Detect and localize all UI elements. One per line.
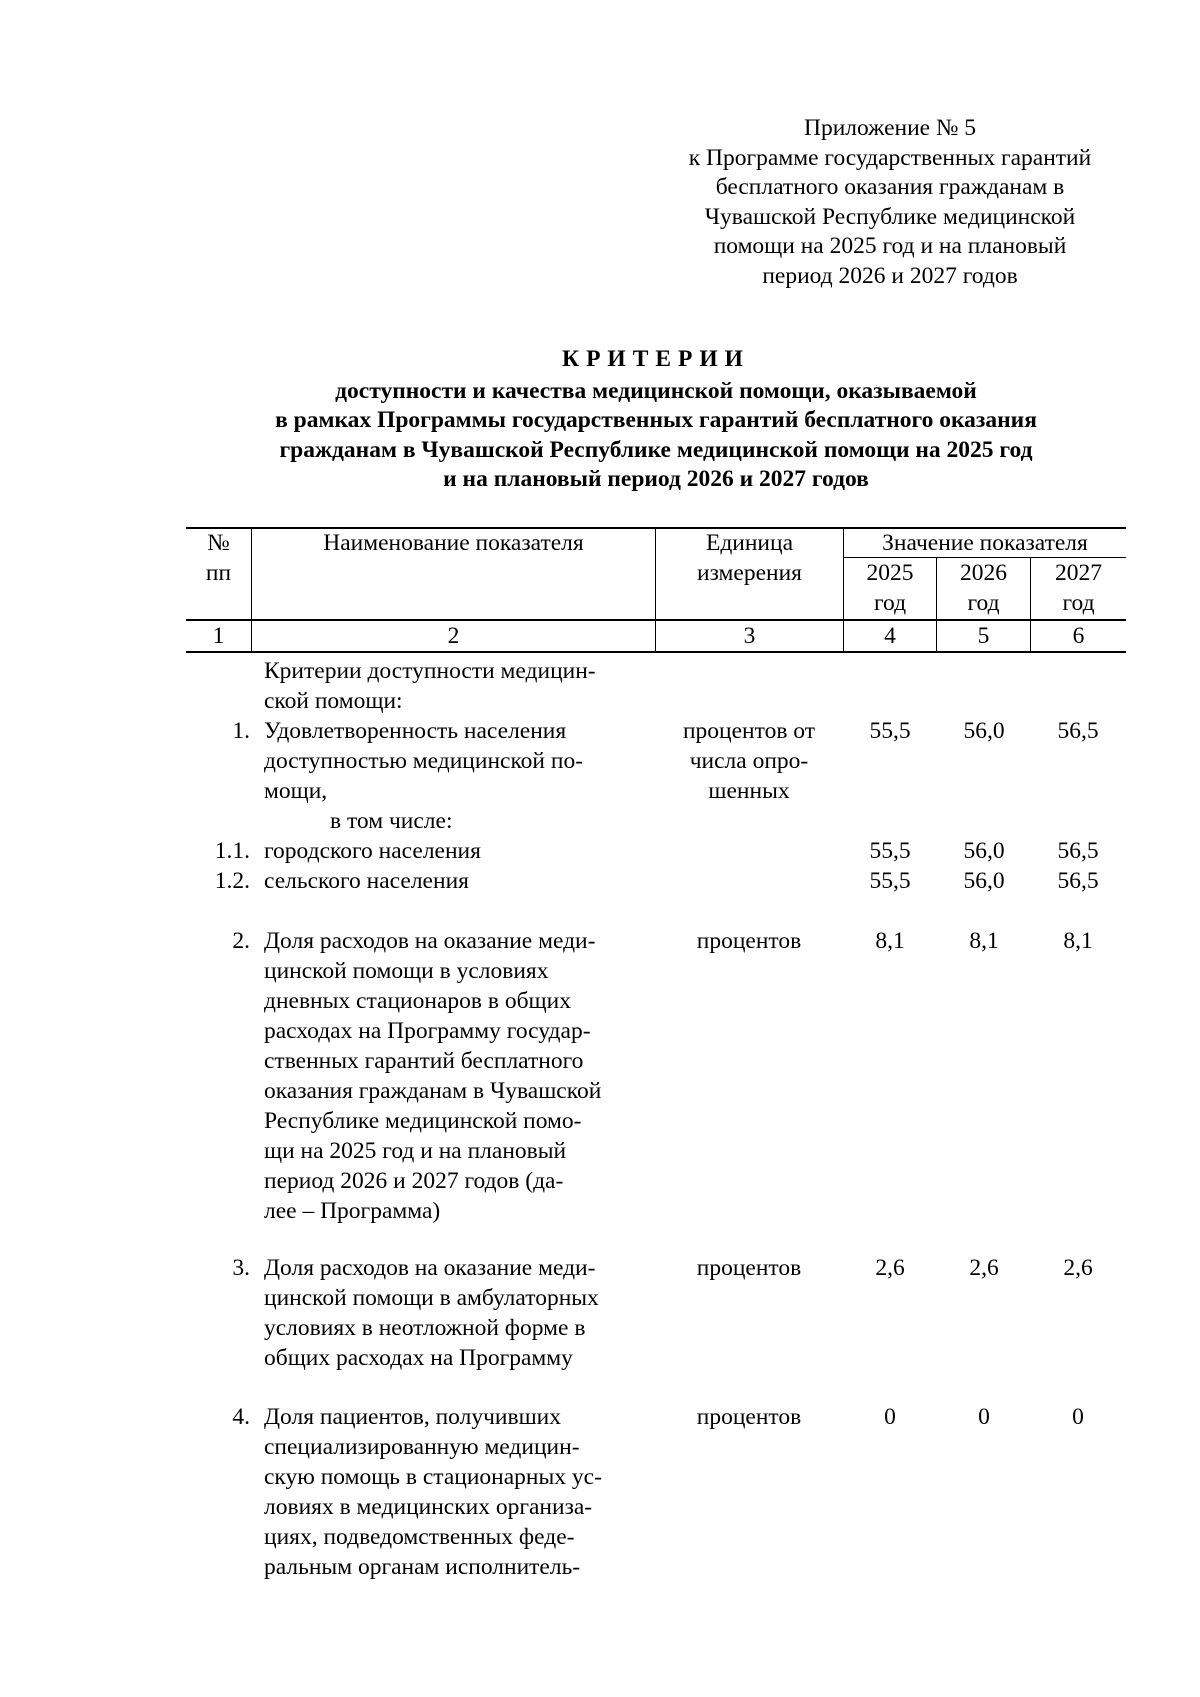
row-unit-line: процентов [696,1404,802,1430]
row-name [264,1402,648,1582]
row-name-line: общих расходах на Программу [264,1345,573,1371]
row-unit [664,1402,834,1432]
row-name [264,836,648,866]
row-number: 4. [232,1404,250,1430]
table-border-colnums-bottom [186,651,1126,653]
header-num: № [207,530,230,556]
row-value-2026: 8,1 [969,928,999,954]
header-year: год [873,590,907,616]
row-value-2025: 55,5 [869,718,911,744]
row-name-line: сельского населения [264,868,469,894]
row-name-line: Доля расходов на оказание меди- [264,928,596,954]
row-name-line: скую помощь в стационарных ус- [264,1464,602,1490]
appendix-line: Приложение № 5 [803,115,977,141]
row-value-2027: 56,5 [1057,718,1099,744]
row-value-2025: 2,6 [875,1255,905,1281]
row-name [264,926,648,1226]
column-number: 5 [977,623,990,649]
row-name-line: щи на 2025 год и на плановый [264,1138,567,1164]
row-unit-line: процентов [696,1255,802,1281]
row-unit [664,926,834,956]
row-value-2025: 55,5 [869,868,911,894]
row-name [264,716,648,836]
row-name-line: Доля пациентов, получивших [264,1404,562,1430]
row-value-2027: 56,5 [1057,868,1099,894]
section-title [264,656,648,716]
row-name-line: доступностью медицинской по- [264,748,584,774]
document-title [186,345,1126,495]
row-number: 1. [232,718,250,744]
row-unit-line: шенных [708,778,790,804]
section-title-line: ской помощи: [264,688,403,714]
row-value-2027: 2,6 [1063,1255,1093,1281]
title-line: и на плановый период 2026 и 2027 годов [443,466,869,492]
row-name-line: ральным органам исполнитель- [264,1554,581,1580]
row-name-line: оказания гражданам в Чувашской [264,1078,602,1104]
row-name [264,866,648,896]
row-value-2025: 8,1 [875,928,905,954]
row-name-line: период 2026 и 2027 годов (да- [264,1168,564,1194]
row-name-line: специализированную медицин- [264,1434,580,1460]
column-number: 2 [447,623,460,649]
row-value-2026: 56,0 [963,718,1005,744]
row-number: 1.2. [214,868,250,894]
appendix-line: к Программе государственных гарантий [688,144,1092,171]
row-value-2026: 0 [978,1404,990,1430]
header-unit: измерения [697,560,802,586]
row-name-line: в том числе: [330,808,453,834]
row-name-line: расходах на Программу государ- [264,1018,591,1044]
header-unit: Единица [705,530,794,556]
header-year: 2025 [866,560,914,586]
row-unit [664,716,834,806]
appendix-line: период 2026 и 2027 годов [762,262,1018,289]
title-line: гражданам в Чувашской Республике медицинской помощи на 2025 год [279,436,1033,463]
row-value-2026: 56,0 [963,838,1005,864]
column-number: 6 [1072,623,1085,649]
row-name-line: городского населения [264,838,481,864]
row-name-line: цинской помощи в амбулаторных [264,1285,599,1311]
column-number: 4 [884,623,896,649]
title-heading: КРИТЕРИИ [562,346,750,372]
row-number: 3. [232,1255,250,1281]
row-name [264,1253,648,1373]
row-value-2027: 8,1 [1063,928,1093,954]
header-year: 2026 [960,560,1007,586]
column-number: 3 [743,623,756,649]
header-year: год [1062,590,1095,616]
header-year: год [967,590,1000,616]
row-name-line: ственных гарантий бесплатного [264,1048,584,1074]
appendix-note [655,114,1125,291]
title-line: в рамках Программы государственных гарантий бесплатного оказания [275,407,1037,433]
appendix-line: помощи на 2025 год и на плановый [713,233,1067,259]
row-unit-line: процентов от [682,718,816,744]
header-num: пп [205,560,232,586]
row-name-line: Республике медицинской помо- [264,1108,582,1134]
row-value-2025: 0 [884,1404,896,1430]
section-title-line: Критерии доступности медицин- [264,658,596,684]
row-name-line: дневных стационаров в общих [264,988,571,1014]
row-value-2026: 56,0 [963,868,1005,894]
row-name-line: цинской помощи в условиях [264,958,549,984]
row-name-line: условиях в неотложной форме в [264,1315,586,1341]
appendix-line: бесплатного оказания гражданам в [715,174,1065,200]
row-name-line: Удовлетворенность населения [264,718,567,744]
row-unit [664,1253,834,1283]
row-value-2027: 0 [1072,1404,1084,1430]
row-unit-line: процентов [696,928,802,954]
column-number: 1 [212,623,225,649]
row-name-line: лее – Программа) [264,1198,441,1224]
row-name-line: Доля расходов на оказание меди- [264,1255,596,1281]
header-value-group: Значение показателя [882,530,1088,556]
row-name-line: циях, подведомственных феде- [264,1524,575,1550]
title-line: доступности и качества медицинской помощи, оказываемой [335,377,977,404]
row-value-2025: 55,5 [869,838,911,864]
row-number: 2. [232,928,250,954]
appendix-line: Чувашской Республике медицинской [704,203,1076,230]
row-value-2027: 56,5 [1057,838,1099,864]
header-year: 2027 [1055,560,1102,586]
row-number: 1.1. [214,838,250,864]
row-name-line: ловиях в медицинских организа- [264,1494,593,1520]
row-name-line: мощи, [264,778,328,804]
header-name: Наименование показателя [323,530,584,556]
row-unit-line: числа опро- [689,748,809,774]
row-value-2026: 2,6 [969,1255,999,1281]
